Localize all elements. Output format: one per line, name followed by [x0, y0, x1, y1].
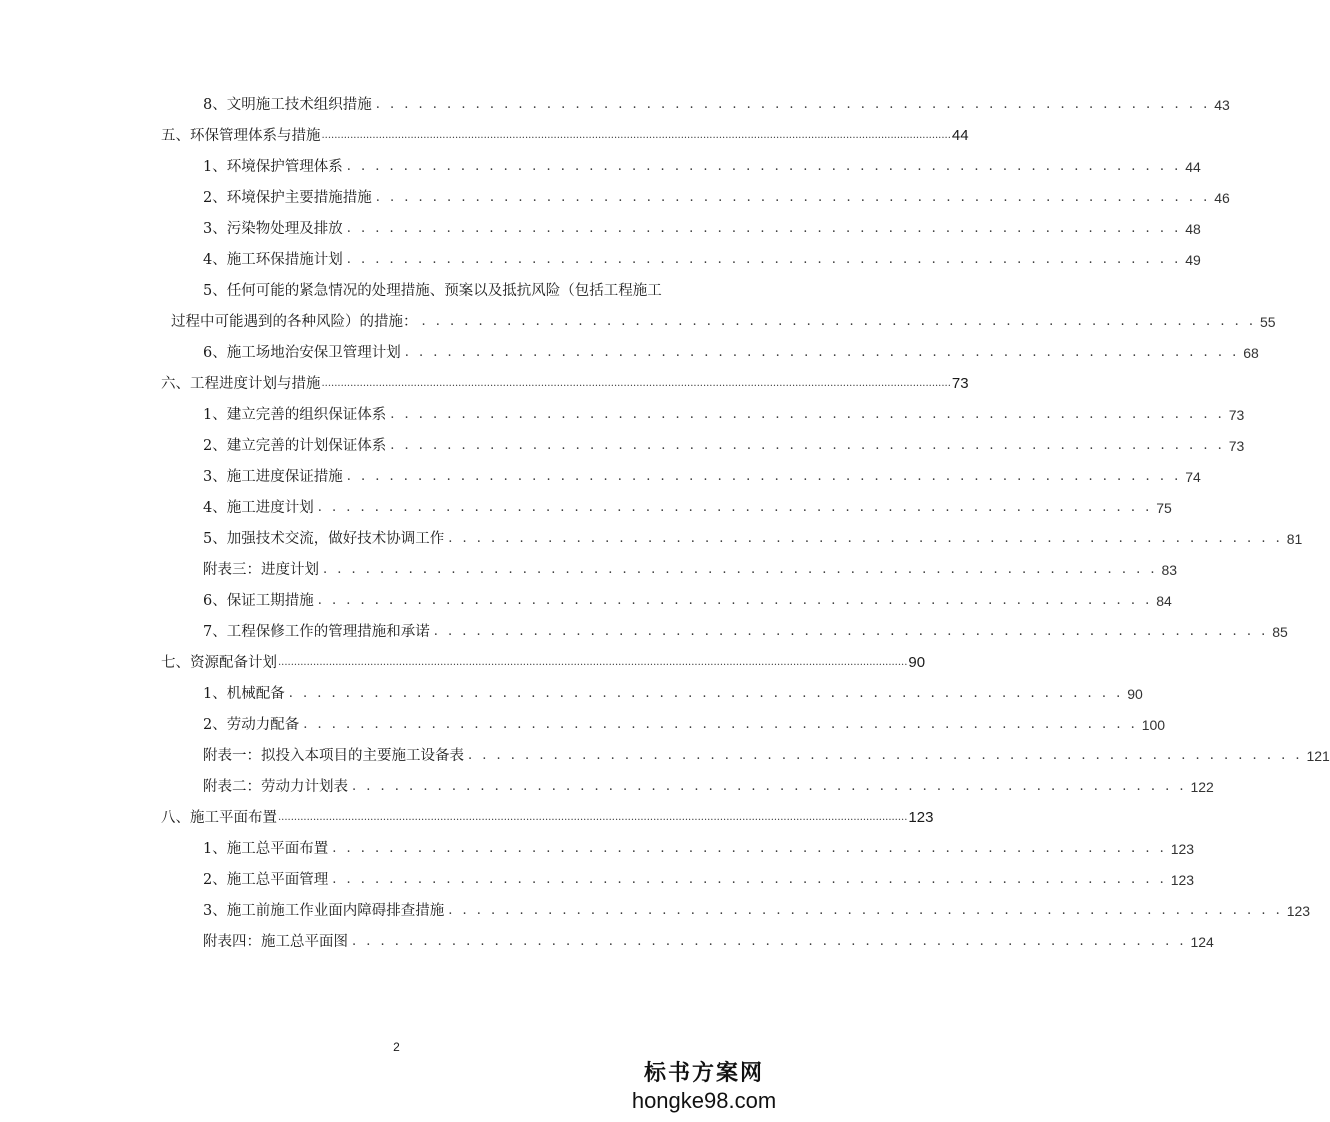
toc-entry[interactable]: [203, 189, 1230, 207]
toc-entry-page: 123: [1286, 903, 1311, 919]
toc-entry-page: 73: [1228, 407, 1245, 423]
toc-entry-page: 81: [1286, 531, 1303, 547]
toc-entry[interactable]: [203, 437, 1245, 455]
toc-section-page: 123: [908, 809, 934, 826]
toc-section-title: 五、环保管理体系与措施: [161, 128, 321, 144]
toc-entry[interactable]: [203, 685, 1143, 703]
toc-entry-title: 附表二：劳动力计划表: [203, 779, 348, 795]
toc-entry-title: 3、施工前施工作业面内障碍排查措施: [203, 903, 445, 919]
toc-entry-wrapped-title[interactable]: 5、任何可能的紧急情况的处理措施、预案以及抵抗风险（包括工程施工: [203, 283, 662, 299]
toc-entry[interactable]: [203, 623, 1288, 641]
toc-entry[interactable]: [203, 902, 1311, 920]
toc-entry-title: 4、施工环保措施计划: [203, 252, 343, 268]
toc-entry-title: 4、施工进度计划: [203, 500, 314, 516]
watermark-english: hongke98.com: [631, 1088, 777, 1113]
toc-entry-page: 44: [1185, 159, 1201, 175]
dot-leader: . . . . . . . . . . . . . . . . . . . . . . . . . . . . . . . . . . . . . . . . . . . . . . . . . . . . . . . . . . .: [375, 190, 1211, 205]
toc-entry-page: 100: [1141, 717, 1166, 733]
toc-section-page: 90: [908, 654, 926, 671]
toc-entry-title: 6、保证工期措施: [203, 593, 314, 609]
dot-leader: . . . . . . . . . . . . . . . . . . . . . . . . . . . . . . . . . . . . . . . . . . . . . . . . . . . . . . . . . . .: [332, 841, 1167, 856]
dot-leader: . . . . . . . . . . . . . . . . . . . . . . . . . . . . . . . . . . . . . . . . . . . . . . . . . . . . . . . . . . .: [352, 934, 1187, 949]
dot-leader: ......................................................................................................................................................................................................: [278, 657, 908, 668]
toc-entry-page: 124: [1190, 934, 1214, 950]
toc-entry[interactable]: [203, 406, 1245, 424]
page-number: 2: [393, 1040, 400, 1054]
toc-entry-page: 84: [1156, 593, 1172, 609]
toc-entry-page: 55: [1259, 314, 1276, 330]
toc-section-title: 六、工程进度计划与措施: [161, 376, 321, 392]
toc-entry-page: 123: [1170, 872, 1195, 888]
toc-entry-title: 5、加强技术交流，做好技术协调工作: [203, 531, 445, 547]
dot-leader: . . . . . . . . . . . . . . . . . . . . . . . . . . . . . . . . . . . . . . . . . . . . . . . . . . . . . . . . . . .: [448, 531, 1283, 546]
toc-entry-title: 附表四：施工总平面图: [203, 934, 348, 950]
toc-section-page: 73: [951, 375, 969, 392]
dot-leader: . . . . . . . . . . . . . . . . . . . . . . . . . . . . . . . . . . . . . . . . . . . . . . . . . . . . . . . . . . .: [303, 717, 1138, 732]
toc-entry[interactable]: [203, 530, 1303, 548]
toc-entry-title: 3、污染物处理及排放: [203, 221, 343, 237]
dot-leader: . . . . . . . . . . . . . . . . . . . . . . . . . . . . . . . . . . . . . . . . . . . . . . . . . . . . . . . . . . .: [346, 469, 1182, 484]
toc-entry[interactable]: [203, 468, 1201, 486]
dot-leader: ......................................................................................................................................................................................................: [321, 378, 951, 389]
toc-entry[interactable]: [171, 313, 1276, 331]
toc-entry[interactable]: [203, 561, 1178, 579]
dot-leader: . . . . . . . . . . . . . . . . . . . . . . . . . . . . . . . . . . . . . . . . . . . . . . . . . . . . . . . . . . .: [421, 314, 1256, 329]
dot-leader: . . . . . . . . . . . . . . . . . . . . . . . . . . . . . . . . . . . . . . . . . . . . . . . . . . . . . . . . . . .: [404, 345, 1240, 360]
toc-entry-page: 85: [1272, 624, 1288, 640]
dot-leader: ......................................................................................................................................................................................................: [278, 812, 908, 823]
toc-section-title: 七、资源配备计划: [161, 655, 277, 671]
dot-leader: . . . . . . . . . . . . . . . . . . . . . . . . . . . . . . . . . . . . . . . . . . . . . . . . . . . . . . . . . . .: [317, 500, 1153, 515]
toc-entry[interactable]: [203, 251, 1201, 269]
toc-section-title: 八、施工平面布置: [161, 810, 277, 826]
dot-leader: . . . . . . . . . . . . . . . . . . . . . . . . . . . . . . . . . . . . . . . . . . . . . . . . . . . . . . . . . . .: [317, 593, 1153, 608]
toc-entry-continuation: 过程中可能遇到的各种风险）的措施：: [171, 314, 418, 330]
watermark-chinese: 标书方案网: [643, 1060, 764, 1086]
toc-entry-page: 123: [1170, 841, 1195, 857]
toc-entry-page: 43: [1214, 97, 1230, 113]
watermark-logo: [629, 1058, 779, 1114]
toc-section-page: 44: [951, 127, 969, 144]
toc-entry[interactable]: [203, 840, 1195, 858]
dot-leader: . . . . . . . . . . . . . . . . . . . . . . . . . . . . . . . . . . . . . . . . . . . . . . . . . . . . . . . . . . .: [346, 221, 1182, 236]
toc-entry-title: 附表一：拟投入本项目的主要施工设备表: [203, 748, 464, 764]
toc-entry-title: 1、环境保护管理体系: [203, 159, 343, 175]
toc-section[interactable]: [161, 375, 969, 393]
toc-entry-title: 1、机械配备: [203, 686, 285, 702]
toc-entry[interactable]: [203, 933, 1214, 951]
dot-leader: . . . . . . . . . . . . . . . . . . . . . . . . . . . . . . . . . . . . . . . . . . . . . . . . . . . . . . . . . . .: [352, 779, 1187, 794]
toc-entry-page: 73: [1228, 438, 1245, 454]
toc-entry-title: 2、环境保护主要措施措施: [203, 190, 372, 206]
dot-leader: . . . . . . . . . . . . . . . . . . . . . . . . . . . . . . . . . . . . . . . . . . . . . . . . . . . . . . . . . . .: [332, 872, 1167, 887]
toc-entry[interactable]: [203, 716, 1166, 734]
toc-entry-title: 2、建立完善的计划保证体系: [203, 438, 387, 454]
toc-entry-page: 83: [1161, 562, 1178, 578]
toc-section[interactable]: [161, 809, 934, 827]
toc-entry[interactable]: [203, 778, 1214, 796]
dot-leader: . . . . . . . . . . . . . . . . . . . . . . . . . . . . . . . . . . . . . . . . . . . . . . . . . . . . . . . . . . .: [346, 252, 1182, 267]
toc-section[interactable]: [161, 127, 969, 145]
dot-leader: . . . . . . . . . . . . . . . . . . . . . . . . . . . . . . . . . . . . . . . . . . . . . . . . . . . . . . . . . . .: [468, 748, 1303, 763]
dot-leader: . . . . . . . . . . . . . . . . . . . . . . . . . . . . . . . . . . . . . . . . . . . . . . . . . . . . . . . . . . .: [390, 438, 1225, 453]
toc-entry[interactable]: [203, 344, 1259, 362]
toc-entry[interactable]: [203, 220, 1201, 238]
toc-entry[interactable]: [203, 96, 1230, 114]
toc-entry[interactable]: [203, 871, 1195, 889]
toc-entry-page: 49: [1185, 252, 1201, 268]
dot-leader: . . . . . . . . . . . . . . . . . . . . . . . . . . . . . . . . . . . . . . . . . . . . . . . . . . . . . . . . . . .: [346, 159, 1182, 174]
dot-leader: . . . . . . . . . . . . . . . . . . . . . . . . . . . . . . . . . . . . . . . . . . . . . . . . . . . . . . . . . . .: [288, 686, 1124, 701]
toc-entry-title: 3、施工进度保证措施: [203, 469, 343, 485]
toc-entry-page: 75: [1156, 500, 1172, 516]
toc-entry-page: 68: [1243, 345, 1259, 361]
toc-section[interactable]: [161, 654, 926, 672]
toc-entry-title: 2、施工总平面管理: [203, 872, 329, 888]
toc-entry-page: 46: [1214, 190, 1230, 206]
toc-entry[interactable]: [203, 158, 1201, 176]
toc-entry-page: 48: [1185, 221, 1201, 237]
dot-leader: . . . . . . . . . . . . . . . . . . . . . . . . . . . . . . . . . . . . . . . . . . . . . . . . . . . . . . . . . . .: [448, 903, 1283, 918]
toc-entry-title: 6、施工场地治安保卫管理计划: [203, 345, 401, 361]
toc-entry[interactable]: [203, 747, 1330, 765]
toc-entry-title: 7、工程保修工作的管理措施和承诺: [203, 624, 430, 640]
toc-entry[interactable]: [203, 499, 1172, 517]
toc-entry-title: 附表三：进度计划: [203, 562, 319, 578]
toc-entry-title: 8、文明施工技术组织措施: [203, 97, 372, 113]
toc-entry-title: 1、施工总平面布置: [203, 841, 329, 857]
toc-entry-title: 1、建立完善的组织保证体系: [203, 407, 387, 423]
toc-entry-title: 2、劳动力配备: [203, 717, 300, 733]
toc-entry[interactable]: [203, 592, 1172, 610]
toc-entry-page: 90: [1127, 686, 1143, 702]
dot-leader: . . . . . . . . . . . . . . . . . . . . . . . . . . . . . . . . . . . . . . . . . . . . . . . . . . . . . . . . . . .: [375, 97, 1211, 112]
toc-entry-page: 122: [1190, 779, 1214, 795]
dot-leader: . . . . . . . . . . . . . . . . . . . . . . . . . . . . . . . . . . . . . . . . . . . . . . . . . . . . . . . . . . .: [433, 624, 1269, 639]
dot-leader: . . . . . . . . . . . . . . . . . . . . . . . . . . . . . . . . . . . . . . . . . . . . . . . . . . . . . . . . . . .: [390, 407, 1225, 422]
toc-entry-page: 74: [1185, 469, 1201, 485]
dot-leader: ......................................................................................................................................................................................................: [321, 130, 951, 141]
dot-leader: . . . . . . . . . . . . . . . . . . . . . . . . . . . . . . . . . . . . . . . . . . . . . . . . . . . . . . . . . . .: [323, 562, 1158, 577]
toc-entry-page: 121: [1306, 748, 1330, 764]
